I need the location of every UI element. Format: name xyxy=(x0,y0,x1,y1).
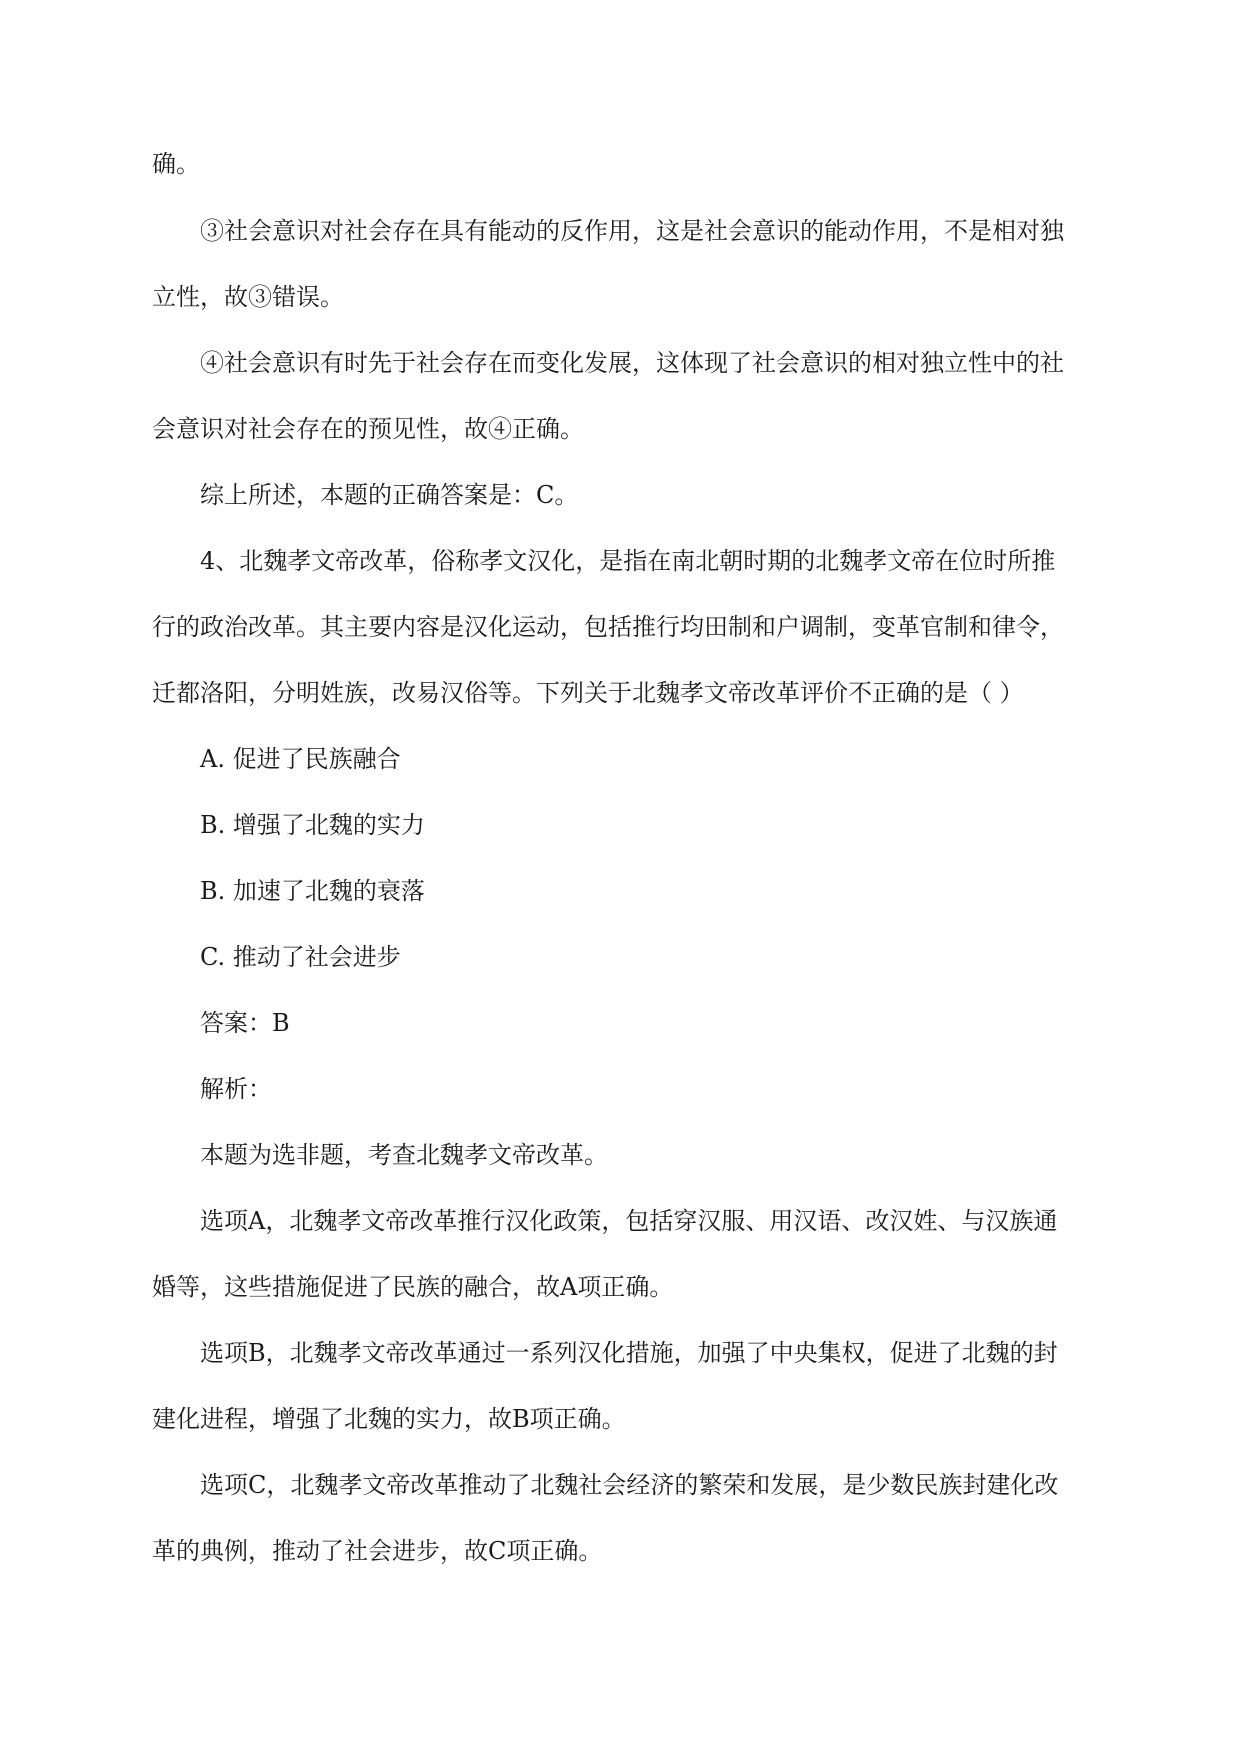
analysis-text: 革的典例，推动了社会进步，故C项正确。 xyxy=(152,1537,603,1565)
analysis-text: 选项B，北魏孝文帝改革通过一系列汉化措施，加强了中央集权，促进了北魏的封 xyxy=(200,1339,1058,1367)
text-line: 会意识对社会存在的预见性，故④正确。 xyxy=(152,415,584,443)
option-c: C. 推动了社会进步 xyxy=(200,943,401,971)
question-text: 迁都洛阳，分明姓族，改易汉俗等。下列关于北魏孝文帝改革评价不正确的是（ ） xyxy=(152,679,1024,707)
option-b: B. 增强了北魏的实力 xyxy=(200,811,425,839)
analysis-text: 建化进程，增强了北魏的实力，故B项正确。 xyxy=(152,1405,626,1433)
answer-line: 答案：B xyxy=(200,1009,290,1037)
text-line: 立性，故③错误。 xyxy=(152,283,344,311)
summary-line: 综上所述，本题的正确答案是：C。 xyxy=(200,481,579,509)
question-text: 4、北魏孝文帝改革，俗称孝文汉化，是指在南北朝时期的北魏孝文帝在位时所推 xyxy=(200,547,1056,575)
analysis-text: 本题为选非题，考查北魏孝文帝改革。 xyxy=(200,1141,608,1169)
option-a: A. 促进了民族融合 xyxy=(200,745,401,773)
text-line: 确。 xyxy=(152,150,200,178)
option-b-second: B. 加速了北魏的衰落 xyxy=(200,877,425,905)
text-line: ④社会意识有时先于社会存在而变化发展，这体现了社会意识的相对独立性中的社 xyxy=(200,349,1064,377)
text-line: ③社会意识对社会存在具有能动的反作用，这是社会意识的能动作用，不是相对独 xyxy=(200,217,1064,245)
analysis-heading: 解析： xyxy=(200,1075,272,1103)
analysis-text: 选项A，北魏孝文帝改革推行汉化政策，包括穿汉服、用汉语、改汉姓、与汉族通 xyxy=(200,1207,1058,1235)
analysis-text: 婚等，这些措施促进了民族的融合，故A项正确。 xyxy=(152,1273,674,1301)
question-text: 行的政治改革。其主要内容是汉化运动，包括推行均田制和户调制，变革官制和律令， xyxy=(152,613,1064,641)
analysis-text: 选项C，北魏孝文帝改革推动了北魏社会经济的繁荣和发展，是少数民族封建化改 xyxy=(200,1471,1059,1499)
